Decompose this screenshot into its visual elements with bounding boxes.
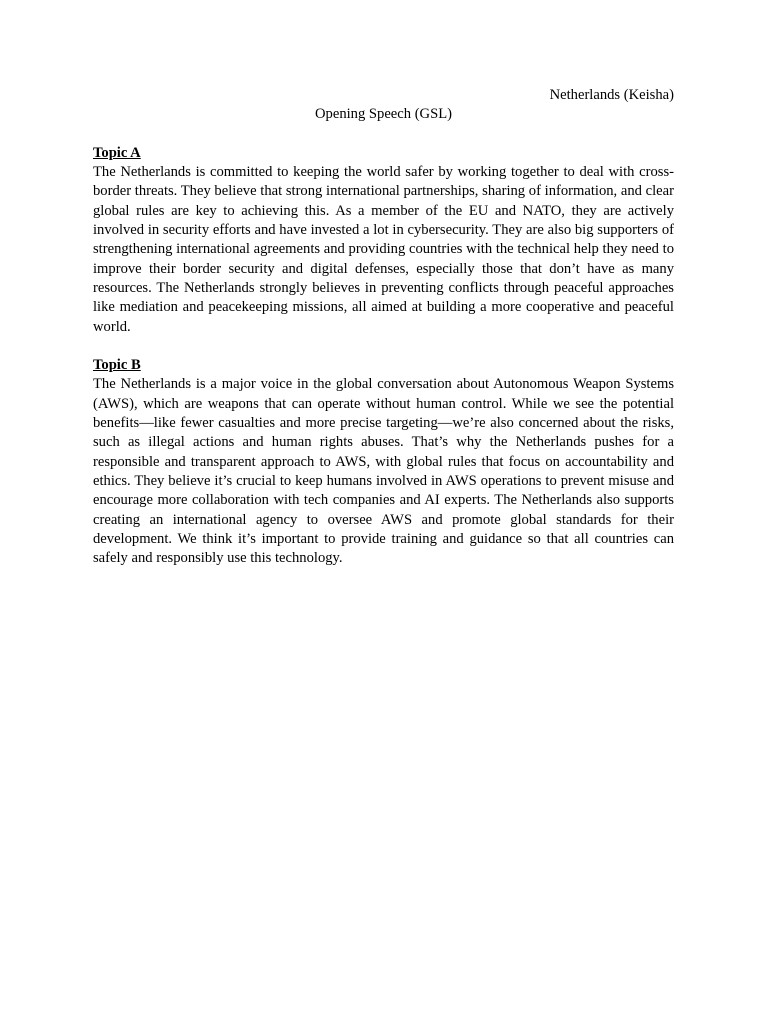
- section-topic-b: [93, 356, 674, 568]
- section-heading: Topic B: [93, 357, 141, 374]
- author-line: Netherlands (Keisha): [549, 87, 674, 103]
- document-title: Opening Speech (GSL): [315, 106, 452, 123]
- section-body: The Netherlands is a major voice in the global conversation about Autonomous Weapon Systems (AWS), which are weapons that can operate without human control. While we see the potential benefits—like fewer casualties and more precise targeting—we’re also concerned about the risks, such as illegal actions and human rights abuses. That’s why the Netherlands pushes for a responsible and transparent approach to AWS, with global rules that focus on accountability and ethics. They believe it’s crucial to keep humans involved in AWS operations to prevent misuse and encourage more collaboration with tech companies and AI experts. The Netherlands also supports creating an international agency to oversee AWS and promote global standards for their development. We think it’s important to provide training and guidance so that all countries can safely and responsibly use this technology.: [93, 376, 674, 567]
- section-body: The Netherlands is committed to keeping the world safer by working together to deal with cross-border threats. They believe that strong international partnerships, sharing of information, and clear global rules are key to achieving this. As a member of the EU and NATO, they are actively involved in security efforts and have invested a lot in cybersecurity. They are also big supporters of strengthening international agreements and providing countries with the technical help they need to improve their border security and digital defenses, especially those that don’t have as many resources. The Netherlands strongly believes in preventing conflicts through peaceful approaches like mediation and peacekeeping missions, all aimed at building a more cooperative and peaceful world.: [93, 164, 674, 335]
- section-heading: Topic A: [93, 144, 141, 161]
- document-content: [93, 86, 674, 588]
- section-topic-a: [93, 144, 674, 337]
